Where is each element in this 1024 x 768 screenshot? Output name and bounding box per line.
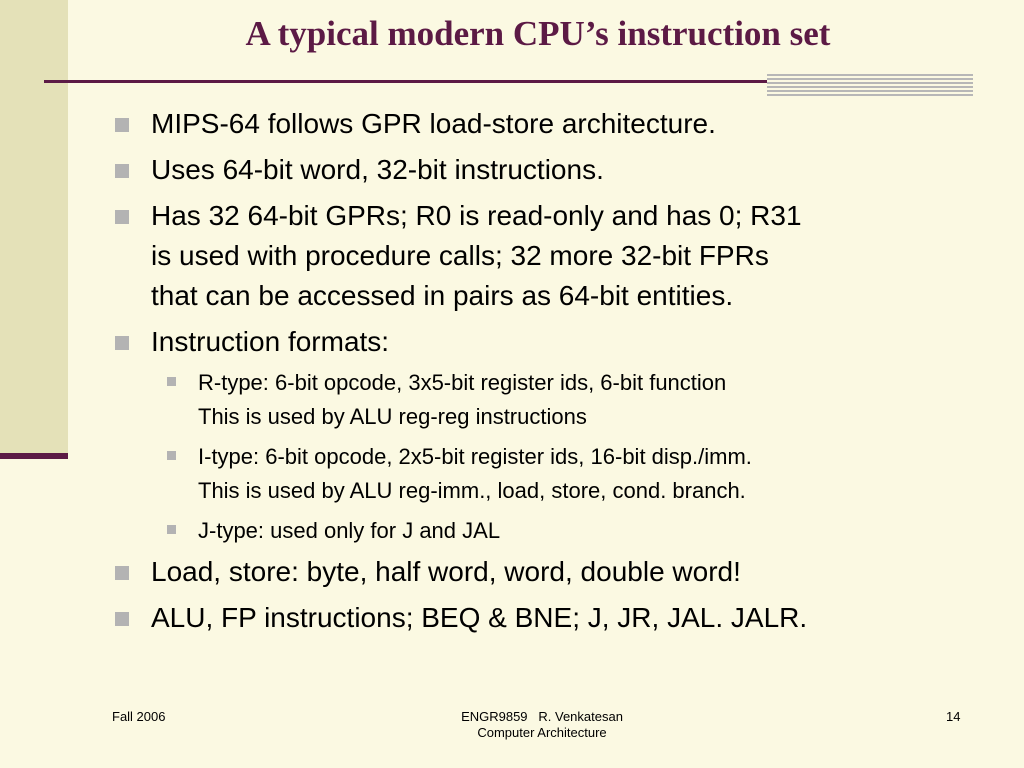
small-square-bullet-icon (167, 451, 176, 460)
footer-date: Fall 2006 (112, 709, 166, 724)
bullet-text: Uses 64-bit word, 32-bit instructions. (151, 154, 604, 185)
bullet-text: MIPS-64 follows GPR load-store architecture. (151, 108, 716, 139)
bullet-text: Instruction formats: (151, 326, 390, 357)
bullet-item (114, 552, 994, 592)
bullet-text-line: that can be accessed in pairs as 64-bit entities. (151, 280, 734, 311)
small-square-bullet-icon (167, 377, 176, 386)
sub-bullet-item (162, 514, 994, 548)
bullet-item (114, 598, 994, 638)
square-bullet-icon (115, 612, 129, 626)
slide-title: A typical modern CPU’s instruction set (245, 14, 831, 53)
bullet-text: ALU, FP instructions; BEQ & BNE; J, JR, JAL. JALR. (151, 602, 808, 633)
title-rule (44, 80, 768, 83)
corner-stripes (767, 74, 973, 96)
sub-bullet-text-line: This is used by ALU reg-reg instructions (198, 404, 587, 429)
square-bullet-icon (115, 566, 129, 580)
bullet-text-line: is used with procedure calls; 32 more 32-bit FPRs (151, 240, 769, 271)
sub-bullet-item (162, 440, 994, 508)
sub-bullet-item (162, 366, 994, 434)
sub-bullet-list (114, 366, 994, 548)
square-bullet-icon (115, 164, 129, 178)
bullet-item (114, 322, 994, 362)
left-band-rule (0, 453, 68, 459)
bullet-text-line: Has 32 64-bit GPRs; R0 is read-only and has 0; R31 (151, 200, 802, 231)
sub-bullet-text-line: I-type: 6-bit opcode, 2x5-bit register ids, 16-bit disp./imm. (198, 444, 752, 469)
bullet-text: Load, store: byte, half word, word, double word! (151, 556, 741, 587)
square-bullet-icon (115, 336, 129, 350)
bullet-item (114, 196, 994, 316)
slide-content (114, 104, 994, 638)
footer-course-line: Computer Architecture (477, 725, 607, 740)
left-decor-band (0, 0, 68, 455)
bullet-item (114, 150, 994, 190)
bullet-item (114, 104, 994, 144)
square-bullet-icon (115, 210, 129, 224)
sub-bullet-text-line: R-type: 6-bit opcode, 3x5-bit register ids, 6-bit function (198, 370, 727, 395)
sub-bullet-text-line: This is used by ALU reg-imm., load, store, cond. branch. (198, 478, 746, 503)
footer-course (392, 709, 692, 741)
small-square-bullet-icon (167, 525, 176, 534)
square-bullet-icon (115, 118, 129, 132)
sub-bullet-text-line: J-type: used only for J and JAL (198, 518, 501, 543)
footer-course-line: ENGR9859 R. Venkatesan (461, 709, 623, 724)
footer-page-number: 14 (946, 709, 961, 724)
